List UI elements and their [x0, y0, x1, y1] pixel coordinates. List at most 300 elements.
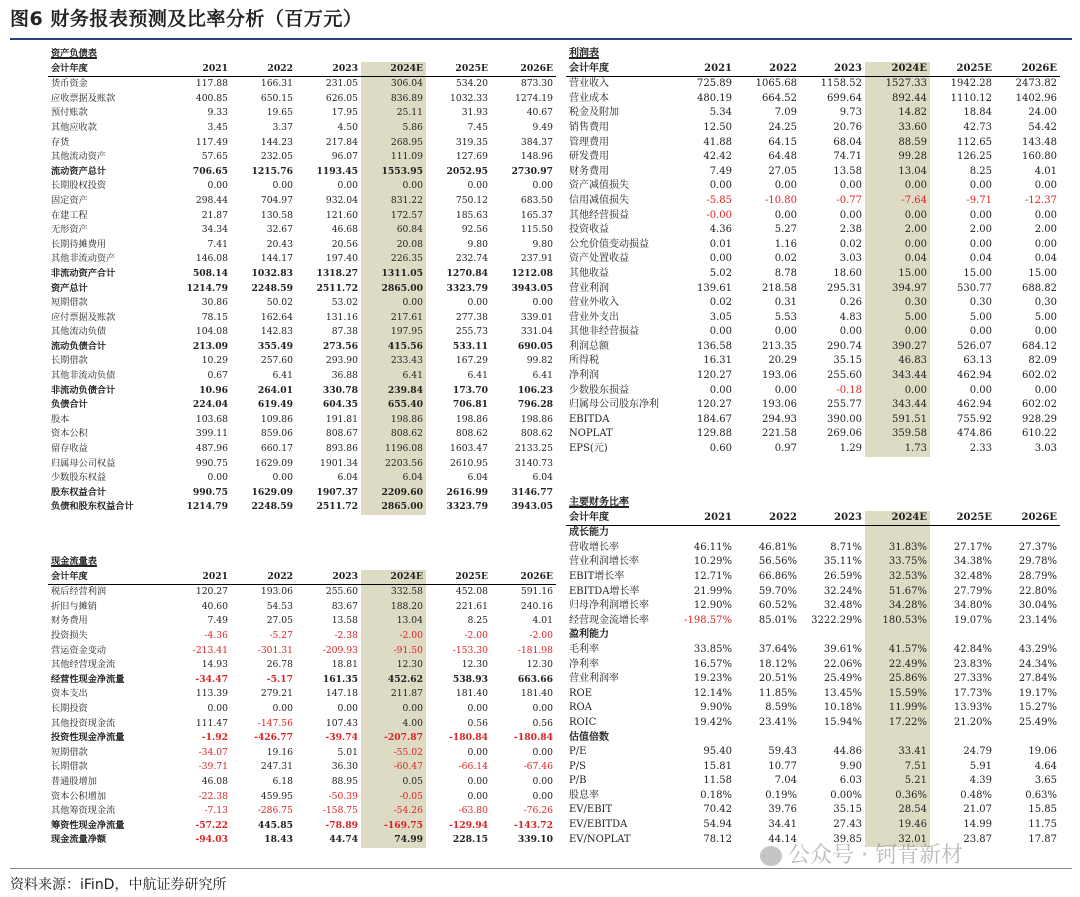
row-label: 其他筹资现金流	[51, 805, 116, 817]
table-row	[48, 658, 556, 673]
cell-value: 831.22	[361, 194, 426, 209]
row-label: 普通股增加	[51, 775, 97, 787]
cell-value: 415.56	[361, 340, 426, 355]
cell-value: 12.90%	[693, 600, 732, 612]
cell-value: 4.64	[1034, 760, 1057, 772]
table-row	[566, 413, 1060, 428]
cell-value: 530.77	[957, 282, 992, 294]
cell-value: 25.11	[361, 106, 426, 121]
cell-value: 293.90	[325, 355, 358, 367]
cell-value: 59.70%	[758, 585, 797, 597]
cell-value: 2610.95	[450, 457, 488, 469]
year-header: 2025E	[930, 62, 995, 77]
cell-value: 99.82	[526, 355, 553, 367]
empty-cell	[296, 47, 361, 62]
cell-value: 121.60	[325, 209, 358, 221]
row-label: EBITDA增长率	[569, 585, 640, 597]
cell-value: 2511.72	[316, 282, 358, 294]
row-label: 预付账款	[51, 107, 88, 119]
cell-value: 2.38	[839, 224, 862, 236]
table-row	[48, 325, 556, 340]
row-label: 资产负债表	[51, 48, 97, 59]
cell-value: 19.06	[1028, 746, 1057, 758]
empty-cell	[166, 47, 231, 62]
cell-value: 32.48%	[823, 600, 862, 612]
cell-value: 17.22%	[865, 716, 930, 731]
cell-value: 5.21	[865, 774, 930, 789]
cell-value: 343.44	[865, 369, 930, 384]
cell-value: 232.74	[455, 253, 488, 265]
row-label: 营业外支出	[569, 311, 619, 323]
cell-value: 4.83	[839, 311, 862, 323]
cell-value: 487.96	[195, 443, 228, 455]
cell-value: -55.02	[361, 746, 426, 761]
cell-value: 873.30	[520, 78, 553, 90]
cell-value: -50.39	[328, 790, 358, 802]
row-label: 股本	[51, 413, 70, 425]
cell-value: 6.03	[839, 775, 862, 787]
cell-value: 161.35	[322, 673, 358, 685]
cell-value: 1.29	[839, 443, 862, 455]
cell-value: -57.22	[195, 819, 228, 831]
cell-value: -12.37	[1024, 194, 1057, 206]
cell-value: 0.00	[709, 326, 732, 338]
cell-value: 6.04	[361, 471, 426, 486]
cell-value: 0.00	[969, 238, 992, 250]
table-row	[48, 760, 556, 775]
row-label: 利润总额	[569, 340, 609, 352]
row-label: 估值倍数	[569, 731, 609, 743]
cell-value: 0.00	[969, 384, 992, 396]
table-row	[566, 121, 1060, 136]
cell-value: -180.84	[514, 732, 553, 744]
table-row	[566, 369, 1060, 384]
cell-value: 257.60	[260, 355, 293, 367]
cell-value: 9.80	[532, 238, 553, 250]
row-label: 会计年度	[566, 62, 670, 77]
table-row	[48, 398, 556, 413]
cell-value: 1215.76	[251, 165, 293, 177]
cell-value: 74.71	[833, 151, 862, 163]
cell-value: 27.05	[768, 165, 797, 177]
row-label: 净利率	[569, 658, 599, 670]
cell-value: -0.00	[706, 209, 732, 221]
row-label: 应收票据及账款	[51, 92, 116, 104]
table-row	[48, 819, 556, 834]
cell-value: 126.25	[957, 151, 992, 163]
empty-cell	[426, 47, 491, 62]
empty-cell	[995, 47, 1060, 62]
row-label: 负债合计	[51, 399, 88, 411]
cell-value: 0.00	[467, 180, 488, 192]
cell-value: 2.00	[969, 224, 992, 236]
table-row	[566, 325, 1060, 340]
table-row	[48, 354, 556, 369]
cell-value: 808.67	[325, 428, 358, 440]
cell-value: 15.85	[1028, 804, 1057, 816]
section-title-row	[566, 47, 1060, 62]
cell-value: 66.86%	[758, 570, 797, 582]
cell-value: 117.49	[195, 136, 228, 148]
row-label: 会计年度	[48, 570, 166, 585]
cell-value: 7.49	[709, 165, 732, 177]
empty-cell	[231, 555, 296, 570]
cell-value: 18.84	[963, 107, 992, 119]
cell-value: 59.43	[768, 746, 797, 758]
table-row	[48, 427, 556, 442]
cell-value: 319.35	[455, 136, 488, 148]
table-row	[48, 165, 556, 180]
cell-value: 343.44	[865, 398, 930, 413]
cell-value: 688.82	[1022, 282, 1057, 294]
cell-value: 120.27	[195, 586, 228, 598]
cell-value: 0.19%	[765, 789, 797, 801]
cell-value: 239.84	[361, 384, 426, 399]
cell-value: 7.49	[207, 615, 228, 627]
row-label: 经营现金流增长率	[569, 614, 649, 626]
cell-value: 0.48%	[960, 789, 992, 801]
cell-value: 46.81%	[758, 541, 797, 553]
table-row	[566, 731, 1060, 746]
table-row	[566, 354, 1060, 369]
cell-value: 27.33%	[953, 673, 992, 685]
cell-value: -22.38	[198, 790, 228, 802]
cell-value: 1214.79	[186, 501, 228, 513]
cell-value: 1318.27	[316, 267, 358, 279]
table-row	[566, 194, 1060, 209]
cell-value: -2.38	[334, 629, 358, 641]
cell-value: 96.07	[331, 151, 358, 163]
cell-value: 20.43	[266, 238, 293, 250]
table-row	[566, 150, 1060, 165]
table-row	[566, 555, 1060, 570]
table-row	[566, 570, 1060, 585]
row-label: 其他非流动负债	[51, 370, 116, 382]
cell-value: -60.47	[361, 760, 426, 775]
cell-value: 6.04	[337, 472, 358, 484]
year-header: 2023	[800, 62, 865, 77]
cell-value: 27.79%	[953, 585, 992, 597]
row-label: 盈利能力	[569, 629, 609, 641]
cell-value: 198.86	[361, 413, 426, 428]
cell-value: 16.57%	[693, 658, 732, 670]
cell-value: 146.08	[195, 253, 228, 265]
cell-value: 359.58	[865, 427, 930, 442]
cell-value: 23.83%	[953, 658, 992, 670]
cell-value: -63.80	[458, 805, 488, 817]
cell-value: 0.00	[361, 296, 426, 311]
row-label: 其他流动资产	[51, 151, 107, 163]
cell-value: 2865.00	[361, 500, 426, 515]
cell-value: 6.04	[467, 472, 488, 484]
row-label: 研发费用	[569, 151, 609, 163]
cell-value: 526.07	[957, 340, 992, 352]
row-label: 其他流动负债	[51, 326, 107, 338]
cell-value: 0.00	[207, 180, 228, 192]
table-row	[566, 106, 1060, 121]
table-row	[48, 629, 556, 644]
cell-value: 83.67	[331, 600, 358, 612]
table-row	[48, 150, 556, 165]
table-row	[48, 384, 556, 399]
table-row	[566, 745, 1060, 760]
empty-cell	[670, 628, 735, 643]
cell-value: 294.93	[762, 413, 797, 425]
table-row	[566, 803, 1060, 818]
year-header: 2023	[800, 511, 865, 526]
cell-value: 14.82	[865, 106, 930, 121]
table-row	[566, 442, 1060, 457]
row-label: 归母净利润增长率	[569, 600, 649, 612]
cell-value: -34.47	[195, 673, 228, 685]
cell-value: 32.67	[266, 224, 293, 236]
cell-value: 664.52	[762, 92, 797, 104]
cell-value: 1065.68	[755, 78, 797, 90]
cell-value: 0.00	[207, 702, 228, 714]
cell-value: 78.15	[201, 311, 228, 323]
cell-value: 0.00	[1034, 326, 1057, 338]
empty-cell	[995, 496, 1060, 511]
cell-value: 1402.96	[1015, 92, 1057, 104]
cell-value: 0.00	[839, 180, 862, 192]
cell-value: 213.35	[762, 340, 797, 352]
cell-value: 1907.37	[316, 486, 358, 498]
year-header: 2024E	[361, 62, 426, 77]
cell-value: 37.64%	[758, 643, 797, 655]
cell-value: 109.86	[260, 413, 293, 425]
income-statement-table	[566, 47, 1060, 457]
table-row	[566, 526, 1060, 541]
cell-value: 2511.72	[316, 501, 358, 513]
cell-value: 1629.09	[255, 457, 293, 469]
cell-value: 33.85%	[693, 643, 732, 655]
cell-value: 6.41	[361, 369, 426, 384]
cell-value: 268.95	[361, 136, 426, 151]
cell-value: 6.04	[532, 472, 553, 484]
cell-value: 508.14	[192, 267, 228, 279]
cell-value: 12.14%	[693, 687, 732, 699]
table-row	[566, 136, 1060, 151]
cell-value: 111.09	[361, 150, 426, 165]
cell-value: 31.83%	[865, 541, 930, 556]
cell-value: 88.95	[331, 775, 358, 787]
cell-value: 706.81	[452, 399, 488, 411]
cell-value: 12.30	[361, 658, 426, 673]
cell-value: 40.60	[201, 600, 228, 612]
cell-value: 990.75	[195, 457, 228, 469]
empty-cell	[930, 731, 995, 746]
table-row	[48, 340, 556, 355]
header-row	[566, 511, 1060, 526]
cell-value: 306.04	[361, 77, 426, 92]
cell-value: 2730.97	[511, 165, 553, 177]
empty-cell	[735, 47, 800, 62]
cell-value: 339.10	[517, 834, 553, 846]
cell-value: 19.17%	[1018, 687, 1057, 699]
row-label: 经营性现金净流量	[51, 673, 125, 685]
empty-cell	[231, 47, 296, 62]
empty-cell	[995, 628, 1060, 643]
cell-value: -9.71	[966, 194, 992, 206]
cell-value: 99.28	[865, 150, 930, 165]
empty-cell	[670, 496, 735, 511]
cell-value: 8.59%	[765, 702, 797, 714]
cell-value: 13.04	[361, 614, 426, 629]
year-header: 2026E	[995, 511, 1060, 526]
cell-value: 25.49%	[823, 673, 862, 685]
cell-value: 0.00	[839, 209, 862, 221]
cell-value: 17.95	[331, 107, 358, 119]
year-header: 2026E	[491, 570, 556, 585]
row-label: 长期待摊费用	[51, 238, 107, 250]
cell-value: 2052.95	[446, 165, 488, 177]
cell-value: 218.58	[762, 282, 797, 294]
row-label: 长期投资	[51, 702, 88, 714]
empty-cell	[491, 47, 556, 62]
cell-value: 197.40	[325, 253, 358, 265]
table-row	[566, 398, 1060, 413]
row-label: 在建工程	[51, 209, 88, 221]
table-row	[566, 818, 1060, 833]
empty-cell	[426, 555, 491, 570]
cell-value: 23.87	[963, 833, 992, 845]
section-title-row	[566, 496, 1060, 511]
cell-value: 15.00	[1028, 267, 1057, 279]
cell-value: 474.86	[957, 428, 992, 440]
cell-value: 796.28	[517, 399, 553, 411]
row-label: 营业外收入	[569, 297, 619, 309]
cell-value: 39.76	[768, 804, 797, 816]
cell-value: 221.61	[455, 600, 488, 612]
cell-value: 172.57	[361, 209, 426, 224]
cell-value: 22.80%	[1018, 585, 1057, 597]
cell-value: 5.00	[1034, 311, 1057, 323]
cell-value: 54.42	[1028, 121, 1057, 133]
year-header: 2022	[735, 62, 800, 77]
cell-value: 33.75%	[865, 555, 930, 570]
cell-value: -213.41	[192, 644, 228, 656]
cell-value: 54.94	[703, 819, 732, 831]
row-label: EPS(元)	[569, 443, 608, 455]
row-label: 营业成本	[569, 92, 609, 104]
cell-value: 224.04	[192, 399, 228, 411]
row-label: 主要财务比率	[569, 497, 629, 508]
cell-value: 21.07	[963, 804, 992, 816]
table-row	[48, 413, 556, 428]
row-label: 会计年度	[566, 511, 670, 526]
cell-value: 0.00	[865, 209, 930, 224]
table-row	[566, 223, 1060, 238]
cell-value: 193.06	[260, 586, 293, 598]
cell-value: 28.79%	[1018, 570, 1057, 582]
cell-value: 0.00	[774, 326, 797, 338]
year-header: 2021	[670, 62, 735, 77]
cell-value: 185.63	[455, 209, 488, 221]
cell-value: 131.16	[325, 311, 358, 323]
cell-value: 684.12	[1022, 340, 1057, 352]
cell-value: 78.12	[703, 833, 732, 845]
row-label: EV/EBITDA	[569, 819, 628, 831]
table-row	[566, 614, 1060, 629]
table-row	[566, 252, 1060, 267]
cell-value: -147.56	[257, 717, 293, 729]
cell-value: 18.81	[331, 659, 358, 671]
cell-value: 331.04	[520, 326, 553, 338]
cell-value: -76.26	[523, 805, 553, 817]
cell-value: 0.00	[969, 209, 992, 221]
cell-value: 1942.28	[950, 78, 992, 90]
cell-value: 3323.79	[446, 282, 488, 294]
cell-value: 2.00	[865, 223, 930, 238]
cell-value: 34.28%	[865, 599, 930, 614]
cell-value: 9.90	[839, 760, 862, 772]
row-label: 折旧与摊销	[51, 600, 97, 612]
cell-value: 70.42	[703, 804, 732, 816]
cell-value: 0.00	[361, 179, 426, 194]
cell-value: 0.00	[865, 238, 930, 253]
cell-value: 893.86	[325, 443, 358, 455]
cell-value: 82.09	[1028, 355, 1057, 367]
cell-value: 6.41	[532, 370, 553, 382]
cell-value: 19.16	[266, 746, 293, 758]
row-label: 归属母公司股东净利	[569, 399, 659, 411]
watermark	[760, 838, 963, 869]
cell-value: 4.00	[361, 717, 426, 732]
cell-value: 2865.00	[361, 282, 426, 297]
cell-value: 44.14	[768, 833, 797, 845]
table-row	[48, 92, 556, 107]
cell-value: 13.93%	[953, 702, 992, 714]
cell-value: 68.04	[833, 136, 862, 148]
table-row	[48, 282, 556, 297]
cell-value: 0.00	[337, 180, 358, 192]
row-label: 负债和股东权益合计	[51, 501, 134, 513]
row-label: 公允价值变动损益	[569, 238, 649, 250]
row-label: 固定资产	[51, 194, 88, 206]
row-label: 短期借款	[51, 746, 88, 758]
cell-value: 355.49	[257, 340, 293, 352]
cell-value: 2473.82	[1015, 78, 1057, 90]
table-row	[48, 790, 556, 805]
cell-value: 725.89	[697, 78, 732, 90]
row-label: 成长能力	[569, 527, 609, 539]
cell-value: 22.49%	[865, 658, 930, 673]
cell-value: 198.86	[520, 413, 553, 425]
cell-value: 27.43	[833, 819, 862, 831]
cell-value: 339.01	[520, 311, 553, 323]
row-label: 长期借款	[51, 761, 88, 773]
cell-value: -158.75	[322, 805, 358, 817]
cell-value: 233.43	[361, 354, 426, 369]
cell-value: -10.80	[764, 194, 797, 206]
cell-value: 103.68	[195, 413, 228, 425]
row-label: NOPLAT	[569, 428, 613, 440]
cell-value: 26.78	[266, 659, 293, 671]
cell-value: 112.65	[957, 136, 992, 148]
cell-value: 15.00	[865, 267, 930, 282]
cell-value: 480.19	[697, 92, 732, 104]
cell-value: 25.49%	[1018, 716, 1057, 728]
cell-value: 4.36	[709, 224, 732, 236]
cell-value: 42.42	[703, 151, 732, 163]
cell-value: 690.05	[517, 340, 553, 352]
cell-value: 166.31	[260, 78, 293, 90]
cell-value: 2203.56	[361, 457, 426, 472]
cell-value: 32.48%	[953, 570, 992, 582]
cell-value: 0.00	[709, 384, 732, 396]
empty-cell	[296, 555, 361, 570]
year-header: 2025E	[930, 511, 995, 526]
